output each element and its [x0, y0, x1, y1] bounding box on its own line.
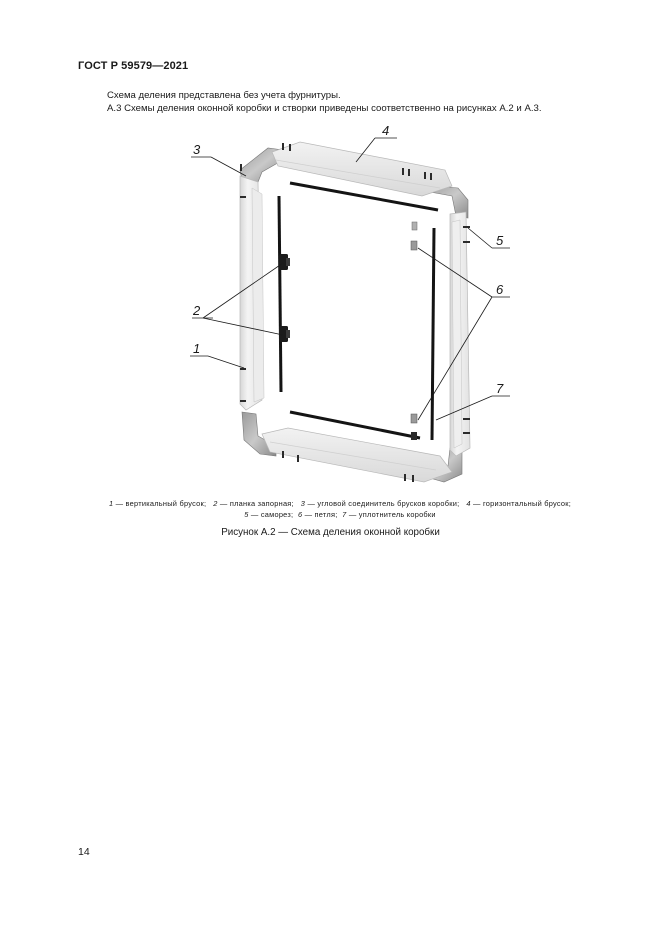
callout-2: 2: [193, 303, 201, 318]
seal-left: [279, 196, 281, 392]
seal-right: [432, 228, 434, 440]
callout-4: 4: [382, 123, 390, 138]
legend-item-6: 6 — петля;: [297, 510, 338, 519]
callout-6: 6: [496, 282, 504, 297]
hinge-lower: [411, 414, 417, 440]
striker-plate-lower: [279, 326, 290, 342]
legend-line-2: [60, 509, 620, 520]
figure-caption: Рисунок А.2 — Схема деления оконной коробки: [221, 527, 440, 538]
legend-item-1: 1 — вертикальный брусок;: [108, 499, 207, 508]
callout-1: 1: [193, 341, 201, 356]
horizontal-bar-bottom: [262, 428, 452, 482]
legend-item-7: 7 — уплотнитель коробки: [342, 510, 436, 519]
figure-legend: [60, 498, 620, 520]
callout-7: 7: [496, 381, 504, 396]
page-number: 14: [78, 846, 90, 858]
striker-plate-upper: [279, 254, 290, 270]
legend-line-1: [60, 498, 620, 509]
legend-item-4: 4 — горизонтальный брусок;: [466, 499, 572, 508]
callout-5: 5: [496, 233, 504, 248]
legend-item-5: 5 — саморез;: [244, 510, 294, 519]
legend-item-2: 2 — планка запорная;: [213, 499, 294, 508]
horizontal-bar-top: [272, 142, 452, 196]
document-header: ГОСТ Р 59579—2021: [78, 60, 189, 72]
callout-3: 3: [193, 142, 201, 157]
hinge-upper: [411, 222, 417, 250]
paragraph-intro: Схема деления представлена без учета фурнитуры.: [107, 90, 341, 101]
legend-item-3: 3 — угловой соединитель брусков коробки;: [300, 499, 460, 508]
paragraph-a3: А.3 Схемы деления оконной коробки и створки приведены соответственно на рисунках А.2 и А.3.: [107, 103, 542, 114]
vertical-bar-left: [240, 176, 264, 410]
